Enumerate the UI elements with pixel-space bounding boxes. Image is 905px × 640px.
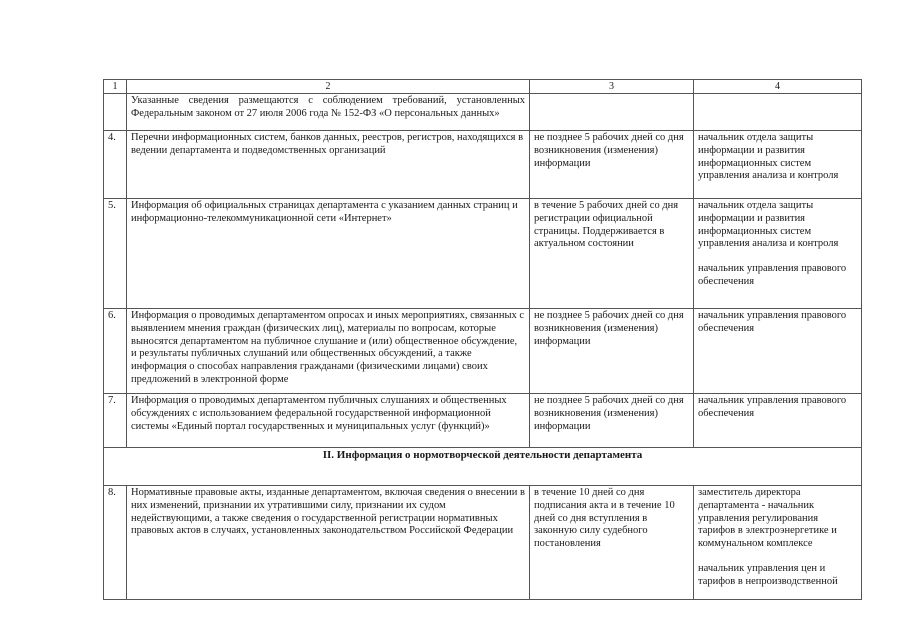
row-responsible (694, 94, 862, 131)
table-row (104, 94, 862, 131)
column-header-1: 1 (104, 80, 127, 94)
row-number (104, 94, 127, 131)
row-info: Информация об официальных страницах департамента с указанием данных страниц и информационно-телекоммуникационной сети «Интернет» (127, 199, 530, 309)
row-responsible: начальник управления правового обеспечения (694, 394, 862, 448)
row-number: 7. (104, 394, 127, 448)
info-table (103, 79, 862, 600)
row-number: 6. (104, 309, 127, 394)
table-row (104, 199, 862, 309)
row-responsible (694, 486, 862, 600)
table-row (104, 486, 862, 600)
row-number: 4. (104, 131, 127, 199)
table-row (104, 309, 862, 394)
row-info: Информация о проводимых департаментом публичных слушаниях и общественных обсуждениях с использованием федеральной государственной информационной системы «Единый портал государственных и муниципальных услуг (функций)» (127, 394, 530, 448)
section-title: II. Информация о нормотворческой деятельности департамента (104, 448, 862, 486)
row-info: Информация о проводимых департаментом опросах и иных мероприятиях, связанных с выявлением мнения граждан (физических лиц), материалы по вопросам, которые выносятся департаментом на публичное слушание и (или) общественное обсуждение, и результаты публичных слушаний или общественных обсуждений, а также информация о способах направления гражданами (физическими лицами) своих предложений в электронной форме (127, 309, 530, 394)
row-deadline: не позднее 5 рабочих дней со дня возникновения (изменения) информации (530, 131, 694, 199)
row-deadline: в течение 10 дней со дня подписания акта и в течение 10 дней со дня вступления в законную силу судебного постановления (530, 486, 694, 600)
responsible-secondary: начальник управления цен и тарифов в непроизводственной (698, 562, 838, 587)
responsible-secondary: начальник управления правового обеспечения (698, 263, 847, 287)
row-deadline (530, 94, 694, 131)
row-responsible: начальник отдела защиты информации и развития информационных систем управления анализа и контроля (694, 131, 862, 199)
column-header-2: 2 (127, 80, 530, 94)
column-header-3: 3 (530, 80, 694, 94)
row-info: Нормативные правовые акты, изданные департаментом, включая сведения о внесении в них изменений, признании их утратившими силу, признании их судом недействующими, а также сведения о государственной регистрации нормативных правовых актов в случаях, установленных законодательством Российской Федерации (127, 486, 530, 600)
table-row (104, 131, 862, 199)
row-responsible: начальник управления правового обеспечения (694, 309, 862, 394)
responsible-primary: заместитель директора департамента - начальник управления регулирования тарифов в электроэнергетике и коммунальном комплексе (698, 487, 837, 550)
table-row (104, 394, 862, 448)
column-header-4: 4 (694, 80, 862, 94)
responsible-primary: начальник отдела защиты информации и развития информационных систем управления анализа и контроля (698, 200, 839, 250)
row-number: 5. (104, 199, 127, 309)
row-responsible (694, 199, 862, 309)
row-deadline: не позднее 5 рабочих дней со дня возникновения (изменения) информации (530, 309, 694, 394)
section-heading-row (104, 448, 862, 486)
row-deadline: не позднее 5 рабочих дней со дня возникновения (изменения) информации (530, 394, 694, 448)
row-info: Перечни информационных систем, банков данных, реестров, регистров, находящихся в ведении департамента и подведомственных организаций (127, 131, 530, 199)
row-number: 8. (104, 486, 127, 600)
row-info: Указанные сведения размещаются с соблюдением требований, установленных Федеральным законом от 27 июля 2006 года № 152-ФЗ «О персональных данных» (127, 94, 530, 131)
table-header-row (104, 80, 862, 94)
row-deadline: в течение 5 рабочих дней со дня регистрации официальной страницы. Поддерживается в актуальном состоянии (530, 199, 694, 309)
